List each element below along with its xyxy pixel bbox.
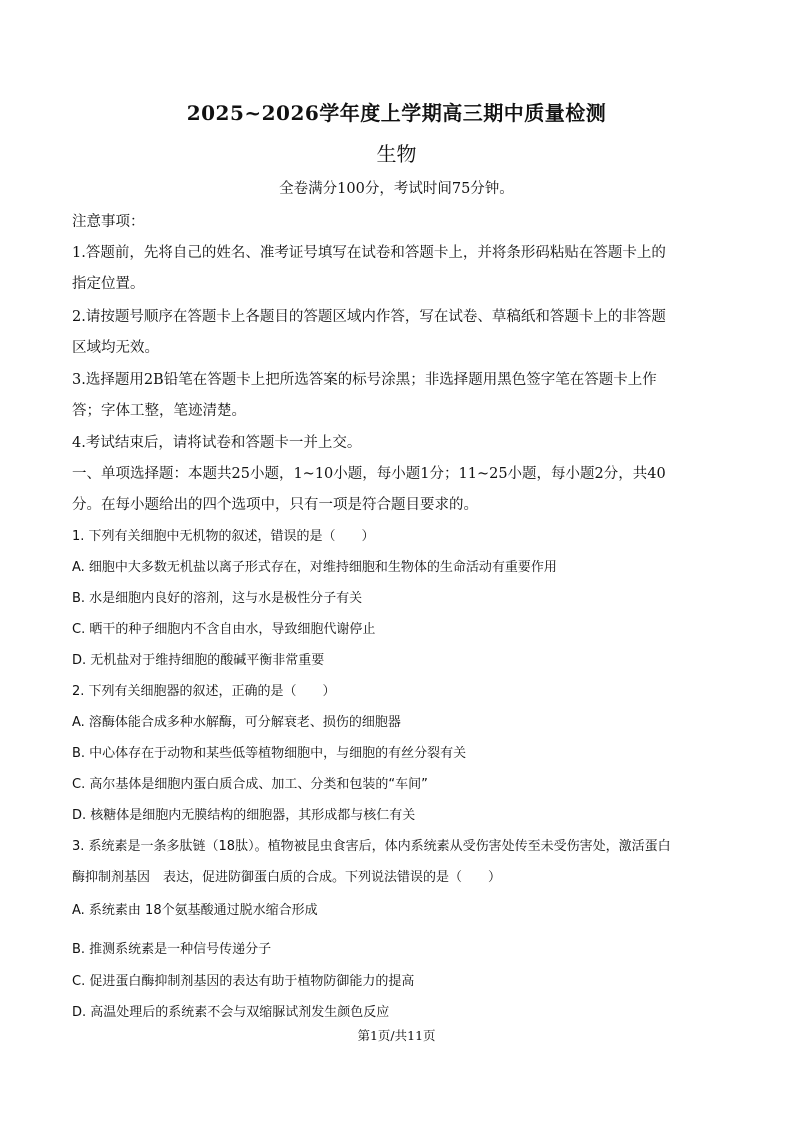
question-1-stem: 1. 下列有关细胞中无机物的叙述，错误的是（ ）: [72, 529, 375, 544]
question-3-stem-line-1: 3. 系统素是一条多肽链（18肽）。植物被昆虫食害后，体内系统素从受伤害处传至未受伤害处，激活蛋白: [72, 839, 671, 854]
note-3-line-2: 答；字体工整，笔迹清楚。: [72, 403, 246, 419]
question-3-option-c: C. 促进蛋白酶抑制剂基因的表达有助于植物防御能力的提高: [72, 974, 415, 989]
question-1-option-a: A. 细胞中大多数无机盐以离子形式存在，对维持细胞和生物体的生命活动有重要作用: [72, 560, 557, 575]
question-1-option-d: D. 无机盐对于维持细胞的酸碱平衡非常重要: [72, 653, 325, 668]
note-2-line-1: 2.请按题号顺序在答题卡上各题目的答题区域内作答，写在试卷、草稿纸和答题卡上的非答题: [72, 309, 666, 325]
question-2-option-a: A. 溶酶体能合成多种水解酶，可分解衰老、损伤的细胞器: [72, 715, 401, 730]
section-1-line-1: 一、单项选择题：本题共25小题，1~10小题，每小题1分；11~25小题，每小题2分，共40: [72, 466, 666, 482]
question-2-option-d: D. 核糖体是细胞内无膜结构的细胞器，其形成都与核仁有关: [72, 808, 416, 823]
note-3-line-1: 3.选择题用2B铅笔在答题卡上把所选答案的标号涂黑；非选择题用黑色签字笔在答题卡上作: [72, 372, 657, 388]
question-2-option-b: B. 中心体存在于动物和某些低等植物细胞中，与细胞的有丝分裂有关: [72, 746, 467, 761]
question-3-stem-line-2: 酶抑制剂基因 表达，促进防御蛋白质的合成。下列说法错误的是（ ）: [72, 870, 502, 885]
question-3-option-d: D. 高温处理后的系统素不会与双缩脲试剂发生颜色反应: [72, 1005, 390, 1020]
exam-info: 全卷满分100分，考试时间75分钟。: [279, 181, 514, 197]
subject-title: 生物: [376, 142, 417, 166]
note-1-line-2: 指定位置。: [72, 276, 145, 292]
question-1-option-c: C. 晒干的种子细胞内不含自由水，导致细胞代谢停止: [72, 622, 376, 637]
page-footer: 第1页/共11页: [357, 1028, 436, 1043]
question-3-option-a: A. 系统素由 18个氨基酸通过脱水缩合形成: [72, 903, 318, 918]
page-title: 2025~2026学年度上学期高三期中质量检测: [186, 101, 607, 125]
note-4: 4.考试结束后，请将试卷和答题卡一并上交。: [72, 435, 362, 451]
question-3-option-b: B. 推测系统素是一种信号传递分子: [72, 942, 272, 957]
section-1-line-2: 分。在每小题给出的四个选项中，只有一项是符合题目要求的。: [72, 497, 478, 513]
notes-heading: 注意事项：: [72, 214, 145, 230]
question-2-stem: 2. 下列有关细胞器的叙述，正确的是（ ）: [72, 684, 336, 699]
question-2-option-c: C. 高尔基体是细胞内蛋白质合成、加工、分类和包装的“车间”: [72, 777, 428, 792]
question-1-option-b: B. 水是细胞内良好的溶剂，这与水是极性分子有关: [72, 591, 363, 606]
note-1-line-1: 1.答题前，先将自己的姓名、准考证号填写在试卷和答题卡上，并将条形码粘贴在答题卡上的: [72, 245, 666, 261]
note-2-line-2: 区域均无效。: [72, 340, 159, 356]
